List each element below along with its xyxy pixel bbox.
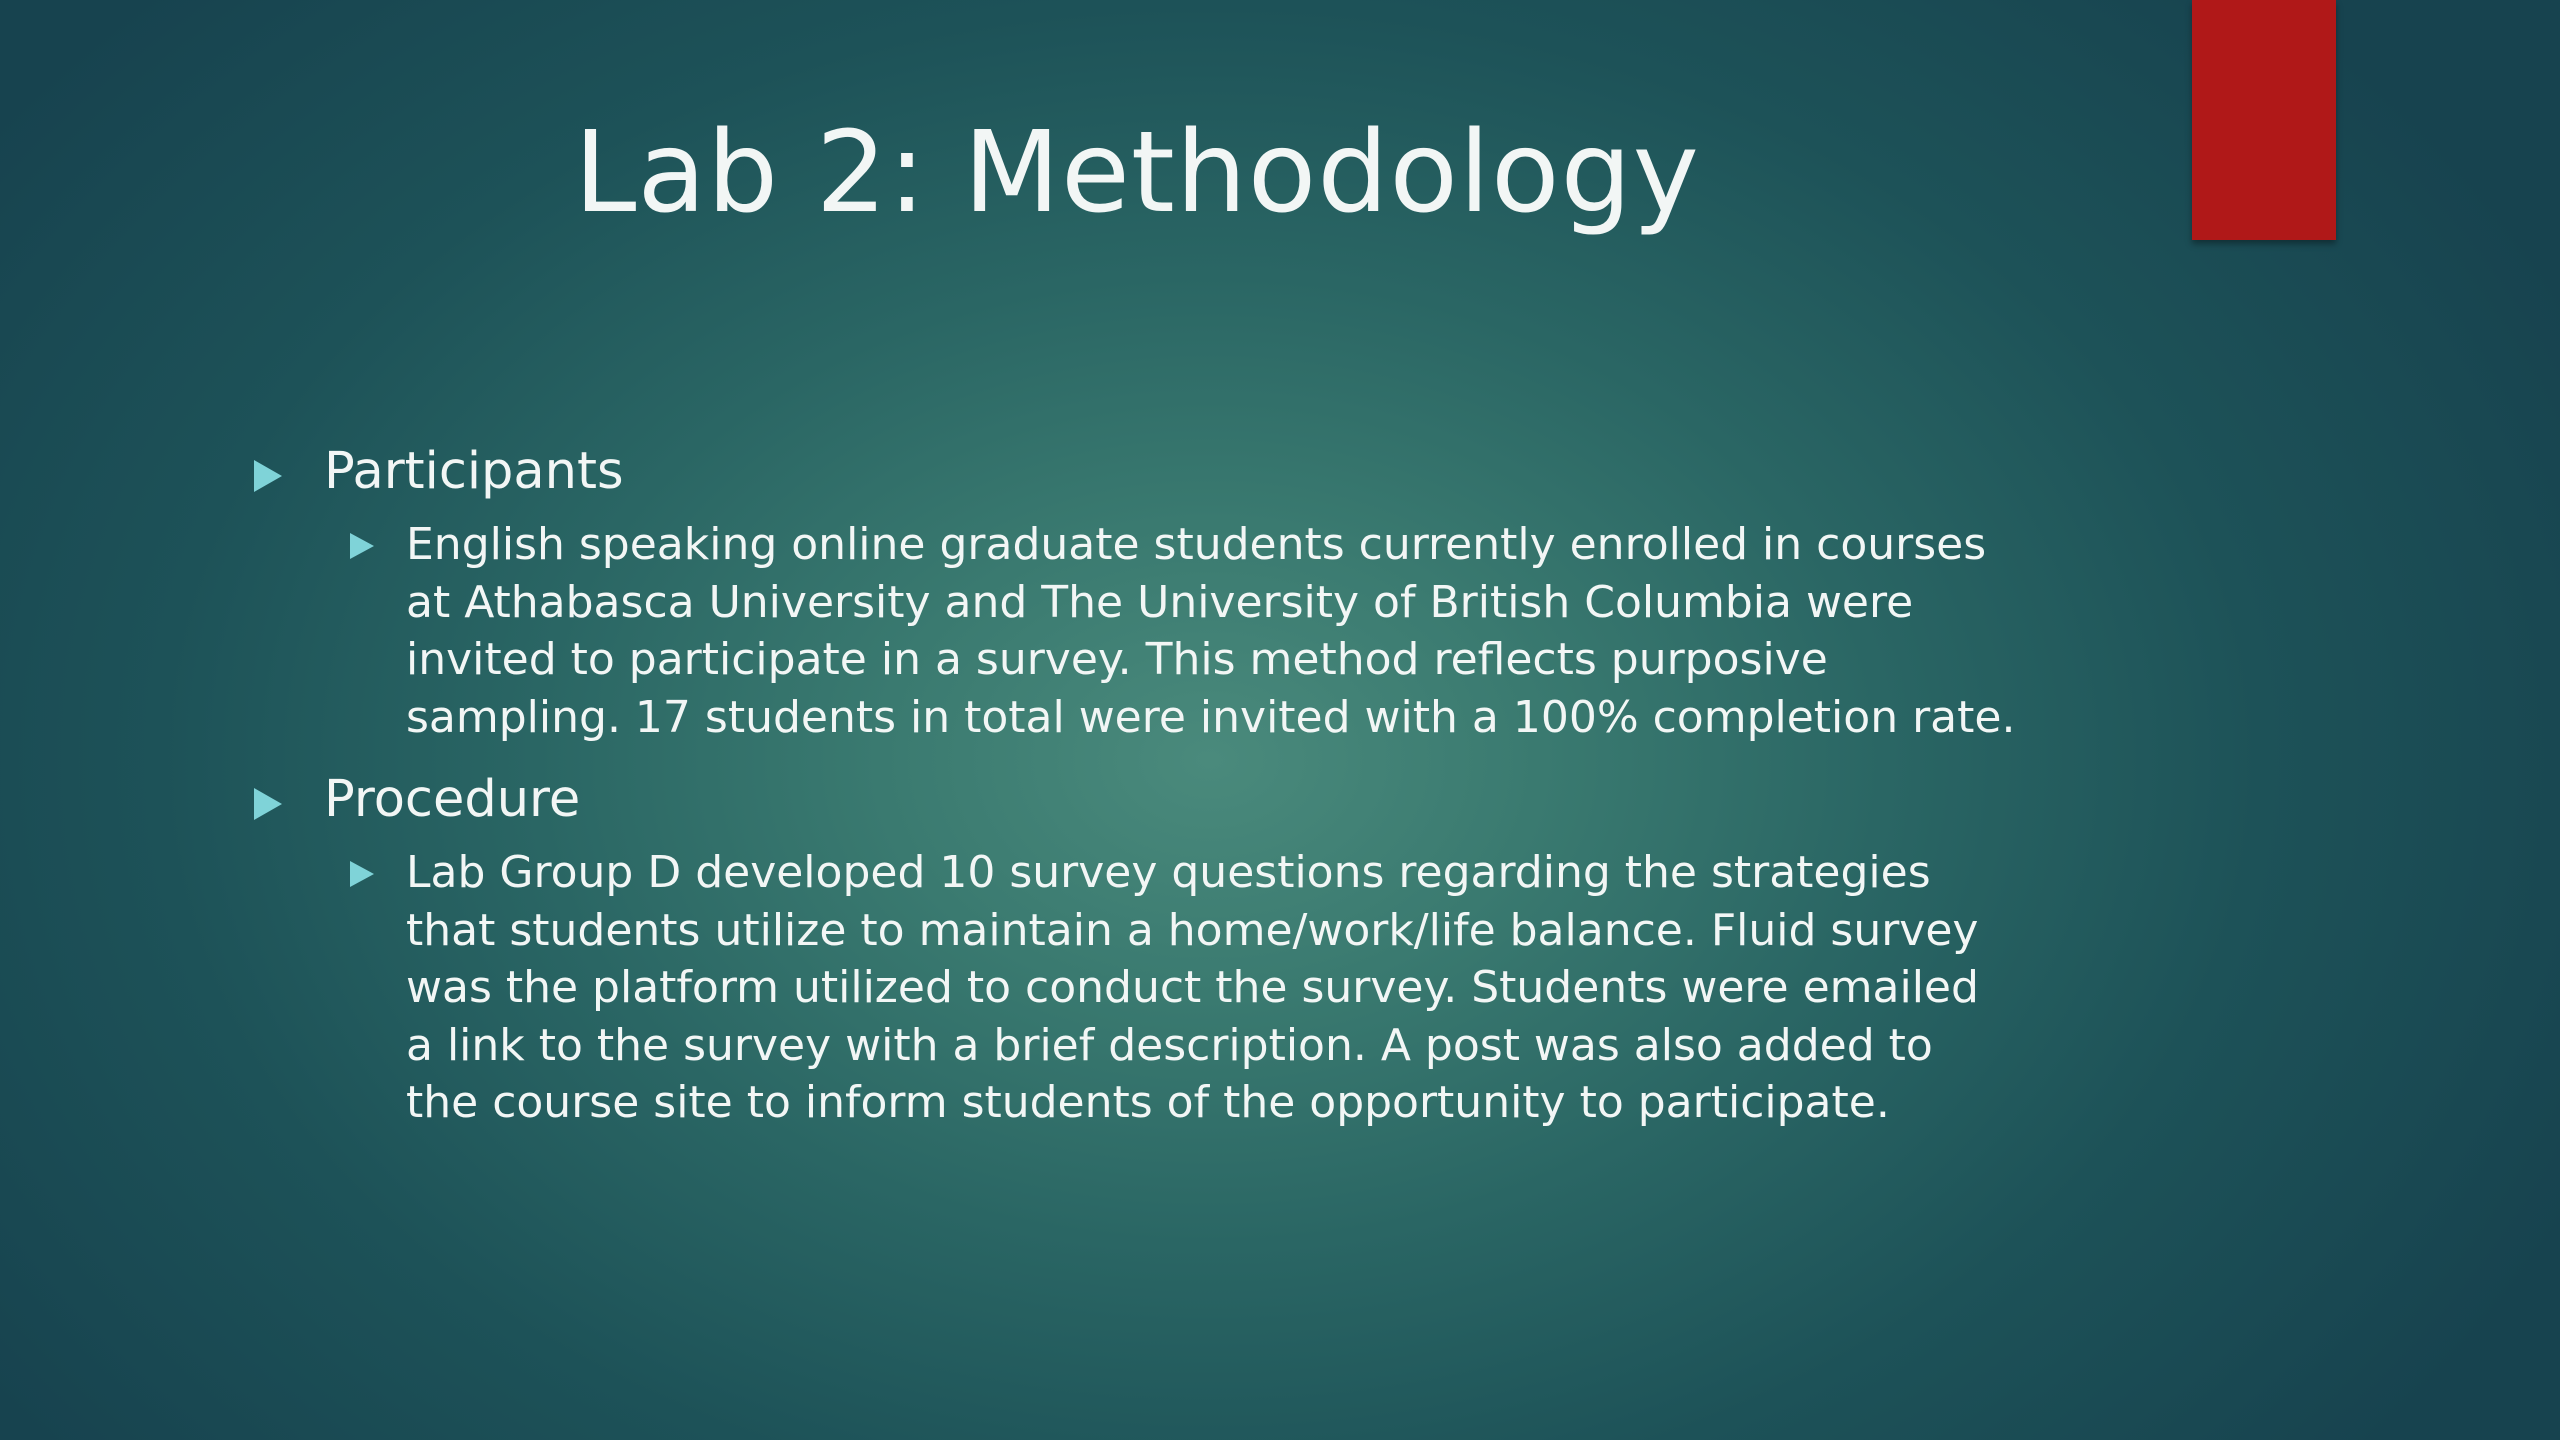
triangle-bullet-icon bbox=[350, 861, 374, 887]
bullet-label: Participants bbox=[324, 442, 624, 501]
text-line: Lab Group D developed 10 survey questions regarding the strategies bbox=[406, 847, 1931, 898]
triangle-bullet-icon bbox=[254, 460, 282, 492]
text-line: English speaking online graduate students currently enrolled in courses bbox=[406, 519, 1987, 570]
sub-bullet-text bbox=[406, 516, 2246, 746]
red-accent-bar bbox=[2192, 0, 2336, 240]
text-line: invited to participate in a survey. This method reflects purposive bbox=[406, 634, 1828, 685]
triangle-bullet-icon bbox=[254, 788, 282, 820]
sub-bullet-text bbox=[406, 844, 2246, 1132]
bullet-procedure bbox=[250, 764, 2150, 836]
text-line: was the platform utilized to conduct the survey. Students were emailed bbox=[406, 962, 1979, 1013]
bullet-participants bbox=[250, 436, 2150, 508]
bullet-label: Procedure bbox=[324, 770, 581, 829]
text-line: the course site to inform students of the opportunity to participate. bbox=[406, 1077, 1890, 1128]
text-line: that students utilize to maintain a home/work/life balance. Fluid survey bbox=[406, 904, 1979, 956]
text-line: at Athabasca University and The University of British Columbia were bbox=[406, 576, 1914, 628]
text-line: sampling. 17 students in total were invited with a 100% completion rate. bbox=[406, 691, 2016, 743]
sub-bullet-participants bbox=[406, 516, 2246, 746]
slide-title: Lab 2: Methodology bbox=[574, 108, 1700, 238]
text-line: a link to the survey with a brief description. A post was also added to bbox=[406, 1019, 1933, 1071]
sub-bullet-procedure bbox=[406, 844, 2246, 1132]
slide-body bbox=[250, 436, 2150, 1150]
triangle-bullet-icon bbox=[350, 533, 374, 559]
